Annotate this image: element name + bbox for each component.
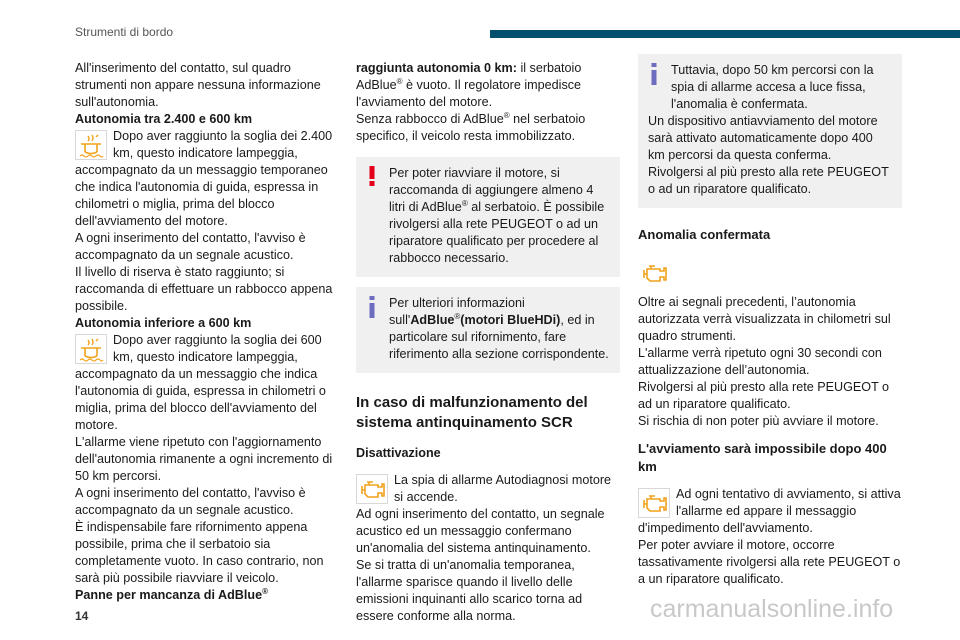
- section-heading: Autonomia inferiore a 600 km: [75, 316, 252, 330]
- paragraph: Ad ogni inserimento del contatto, un segnale acustico ed un messaggio confermano un'anomalia del sistema antinquinamento.: [356, 507, 605, 555]
- page-number: 14: [75, 609, 89, 623]
- icon-paragraph: [75, 128, 337, 162]
- adblue-warning-icon: [75, 334, 107, 364]
- paragraph: Senza rabbocco di AdBlue® nel serbatoio specifico, il veicolo resta immobilizzato.: [356, 110, 586, 143]
- header-bar: [490, 30, 960, 38]
- column-1: [75, 60, 337, 604]
- paragraph: A ogni inserimento del contatto, l'avviso è accompagnato da un segnale acustico.: [75, 231, 306, 262]
- paragraph: Dopo aver raggiunto la soglia dei 600 km, questo indicatore lampeggia,: [113, 333, 322, 364]
- paragraph: raggiunta autonomia 0 km: il serbatoio AdBlue® è vuoto. Il regolatore impedisce l'avviamento del motore.: [356, 61, 582, 109]
- subsection-heading: Disattivazione: [356, 446, 441, 460]
- info-note: [356, 287, 620, 373]
- paragraph: Oltre ai segnali precedenti, l’autonomia autorizzata verrà visualizzata in chilometri sul quadro strumenti.: [638, 295, 891, 343]
- engine-check-icon: [638, 258, 902, 288]
- info-icon: [366, 296, 378, 323]
- column-2: [356, 60, 620, 625]
- note-text: Un dispositivo antiavviamento del motore sarà attivato automaticamente dopo 400 km percorsi da questa conferma.: [648, 114, 878, 162]
- paragraph: È indispensabile fare rifornimento appena possibile, prima che il serbatoio sia completamente vuoto. In caso contrario, non sarà più possibile riavviare il veicolo.: [75, 520, 324, 585]
- engine-check-icon: [356, 474, 388, 504]
- paragraph: Dopo aver raggiunto la soglia dei 2.400 km, questo indicatore lampeggia,: [113, 129, 333, 160]
- paragraph: Per poter avviare il motore, occorre tassativamente rivolgersi alla rete PEUGEOT o a un riparatore qualificato.: [638, 538, 901, 586]
- icon-paragraph: [356, 472, 620, 506]
- paragraph: accompagnato da un messaggio che indica l'autonomia di guida, espressa in chilometri o miglia, prima del blocco dell'avviamento del motore.: [75, 367, 326, 432]
- paragraph: L'allarme verrà ripetuto ogni 30 secondi con attualizzazione dell’autonomia.: [638, 346, 882, 377]
- info-note: [638, 54, 902, 208]
- note-text: Tuttavia, dopo 50 km percorsi con la spia di allarme accesa a luce fissa, l'anomalia è confermata.: [671, 63, 874, 111]
- paragraph: Il livello di riserva è stato raggiunto; si raccomanda di effettuare un rabbocco appena possibile.: [75, 265, 333, 313]
- icon-paragraph: [638, 486, 902, 520]
- icon-paragraph: [75, 332, 337, 366]
- paragraph: d'impedimento dell'avviamento.: [638, 521, 813, 535]
- section-heading: Panne per mancanza di AdBlue®: [75, 586, 268, 602]
- paragraph: L'allarme viene ripetuto con l'aggiornamento dell'autonomia rimanente a ogni incremento di 50 km percorsi.: [75, 435, 333, 483]
- watermark: carmanualsonline.info: [650, 595, 894, 623]
- paragraph: Ad ogni tentativo di avviamento, si attiva l'allarme ed appare il messaggio: [676, 487, 901, 518]
- paragraph: Si rischia di non poter più avviare il motore.: [638, 414, 879, 428]
- paragraph: Se si tratta di un'anomalia temporanea, l'allarme sparisce quando il livello delle emissioni inquinanti allo scarico torna ad essere conforme alla norma.: [356, 558, 583, 623]
- engine-check-icon: [638, 488, 670, 518]
- note-text: Rivolgersi al più presto alla rete PEUGEOT o ad un riparatore qualificato.: [648, 165, 889, 196]
- note-text: Per poter riavviare il motore, si raccomanda di aggiungere almeno 4 litri di AdBlue® al serbatoio. È possibile rivolgersi alla rete PEUGEOT o ad un riparatore qualificato per procedere al rabbocco necessario.: [389, 166, 605, 265]
- exclamation-icon: [366, 166, 378, 191]
- paragraph: All'inserimento del contatto, sul quadro strumenti non appare nessuna informazione sull'autonomia.: [75, 61, 321, 109]
- paragraph: Rivolgersi al più presto alla rete PEUGEOT o ad un riparatore qualificato.: [638, 380, 890, 411]
- section-heading: Autonomia tra 2.400 e 600 km: [75, 112, 253, 126]
- subsection-heading: Anomalia confermata: [638, 227, 771, 242]
- warning-note: [356, 157, 620, 277]
- note-text: Per ulteriori informazioni sull'AdBlue®(motori BlueHDi), ed in particolare sul rifornimento, fare riferimento alla sezione corrispondente.: [389, 296, 609, 361]
- info-icon: [648, 63, 660, 90]
- paragraph: accompagnato da un messaggio temporaneo che indica l'autonomia di guida, espressa in chilometri o miglia, prima del blocco dell'avviamento del motore.: [75, 163, 328, 228]
- header-title: Strumenti di bordo: [75, 25, 174, 39]
- paragraph: La spia di allarme Autodiagnosi motore si accende.: [394, 473, 612, 504]
- section-title: In caso di malfunzionamento del sistema antinquinamento SCR: [356, 394, 588, 431]
- adblue-warning-icon: [75, 130, 107, 160]
- subsection-heading: L'avviamento sarà impossibile dopo 400 km: [638, 441, 887, 474]
- column-3: [638, 60, 902, 588]
- paragraph: A ogni inserimento del contatto, l'avviso è accompagnato da un segnale acustico.: [75, 486, 306, 517]
